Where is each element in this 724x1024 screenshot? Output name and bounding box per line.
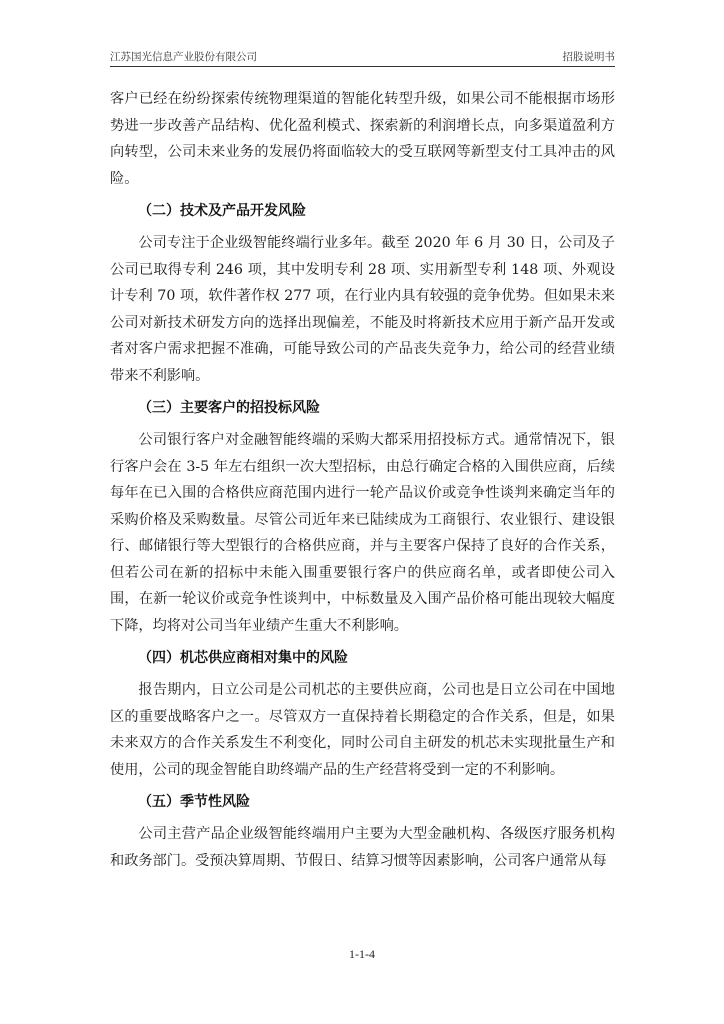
paragraph-continuation: 客户已经在纷纷探索传统物理渠道的智能化转型升级，如果公司不能根据市场形势进一步改善产品结构、优化盈利模式、探索新的利润增长点，向多渠道盈利方向转型，公司未来业务的发展仍将面临较大的受互联网等新型支付工具冲击的风险。 <box>110 91 615 187</box>
document-body <box>110 86 615 874</box>
header-company-name: 江苏国光信息产业股份有限公司 <box>110 51 257 63</box>
paragraph-supplier-risk: 报告期内，日立公司是公司机芯的主要供应商，公司也是日立公司在中国地区的重要战略客户之一。尽管双方一直保持着长期稳定的合作关系，但是，如果未来双方的合作关系发生不利变化，同时公司自主研发的机芯未实现批量生产和使用，公司的现金智能自助终端产品的生产经营将受到一定的不利影响。 <box>110 682 615 778</box>
section-heading-supplier-risk: （四）机芯供应商相对集中的风险 <box>138 650 348 666</box>
paragraph-bidding-risk: 公司银行客户对金融智能终端的采购大都采用招投标方式。通常情况下，银行客户会在 3-5 年左右组织一次大型招标，由总行确定合格的入围供应商，后续每年在已入围的合格供应商范围内进行一轮产品议价或竞争性谈判来确定当年的采购价格及采购数量。尽管公司近年来已陆续成为工商银行、农业银行、建设银行、邮储银行等大型银行的合格供应商，并与主要客户保持了良好的合作关系，但若公司在新的招标中未能入围重要银行客户的供应商名单，或者即使公司入围，在新一轮议价或竞争性谈判中，中标数量及入围产品价格可能出现较大幅度下降，均将对公司当年业绩产生重大不利影响。 <box>110 432 615 634</box>
page-number: 1-1-4 <box>349 947 375 961</box>
section-heading-seasonal-risk: （五）季节性风险 <box>138 794 250 810</box>
page-header <box>110 50 615 67</box>
section-heading-bidding-risk: （三）主要客户的招投标风险 <box>138 400 320 416</box>
section-heading-tech-risk: （二）技术及产品开发风险 <box>138 203 306 219</box>
paragraph-tech-risk: 公司专注于企业级智能终端行业多年。截至 2020 年 6 月 30 日，公司及子公司已取得专利 246 项，其中发明专利 28 项、实用新型专利 148 项、外观设计专利 70 项，软件著作权 277 项，在行业内具有较强的竞争优势。但如果未来公司对新技术研发方向的选择出现偏差，不能及时将新技术应用于新产品开发或者对客户需求把握不准确，可能导致公司的产品丧失竞争力，给公司的经营业绩带来不利影响。 <box>110 235 615 384</box>
header-document-type: 招股说明书 <box>562 51 615 63</box>
paragraph-seasonal-risk: 公司主营产品企业级智能终端用户主要为大型金融机构、各级医疗服务机构和政务部门。受预决算周期、节假日、结算习惯等因素影响，公司客户通常从每 <box>110 826 615 869</box>
